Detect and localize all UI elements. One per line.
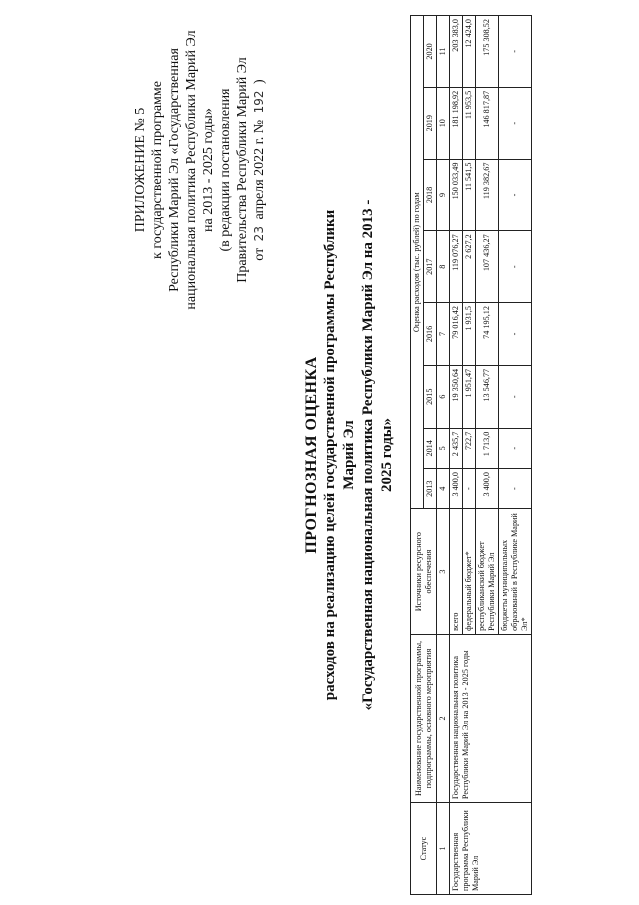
appendix-line: Республики Марий Эл «Государственная	[167, 48, 182, 292]
appendix-number: ПРИЛОЖЕНИЕ № 5	[133, 107, 148, 233]
source-cell: всего	[450, 509, 463, 635]
status-cell: Государственная программа Республики Марий Эл	[450, 803, 532, 895]
table-row	[450, 16, 463, 895]
year-header: 2013	[424, 468, 437, 508]
value-cell: 19 350,64	[450, 365, 463, 428]
column-number: 1	[437, 803, 450, 895]
value-cell: 181 198,92	[450, 87, 463, 159]
year-header: 2015	[424, 365, 437, 428]
year-header: 2020	[424, 16, 437, 88]
value-cell: -	[499, 468, 532, 508]
column-number: 4	[437, 468, 450, 508]
value-cell: 1 713,0	[476, 428, 499, 468]
column-number: 2	[437, 634, 450, 802]
appendix-line: национальная политика Республики Марий Эл	[184, 30, 199, 310]
value-cell: 203 383,0	[450, 16, 463, 88]
year-header: 2018	[424, 159, 437, 231]
date-prefix: от	[252, 247, 267, 261]
column-number: 8	[437, 231, 450, 303]
column-number: 3	[437, 509, 450, 635]
column-number: 11	[437, 16, 450, 88]
column-number-row	[437, 16, 450, 895]
value-cell: -	[463, 468, 476, 508]
appendix-line: на 2013 - 2025 годы»	[201, 108, 216, 232]
column-number: 10	[437, 87, 450, 159]
appendix-header	[132, 0, 268, 360]
value-cell: 2 627,2	[463, 231, 476, 303]
year-header: 2016	[424, 303, 437, 366]
value-cell: 74 195,12	[476, 303, 499, 366]
document-title	[302, 195, 397, 715]
value-cell: -	[499, 303, 532, 366]
value-cell: 12 424,0	[463, 16, 476, 88]
value-cell: 150 033,49	[450, 159, 463, 231]
value-cell: 146 817,87	[476, 87, 499, 159]
value-cell: 1 951,47	[463, 365, 476, 428]
value-cell: 2 435,7	[450, 428, 463, 468]
title-line: расходов на реализацию целей государственной программы Республики Марий Эл	[322, 209, 357, 701]
value-cell: -	[499, 365, 532, 428]
value-cell: 722,7	[463, 428, 476, 468]
value-cell: 13 546,77	[476, 365, 499, 428]
value-cell: 11 953,5	[463, 87, 476, 159]
value-cell: 119 382,67	[476, 159, 499, 231]
year-header: 2017	[424, 231, 437, 303]
header-status: Статус	[411, 803, 437, 895]
value-cell: 107 436,27	[476, 231, 499, 303]
value-cell: 11 541,5	[463, 159, 476, 231]
year-header: 2014	[424, 428, 437, 468]
program-name-cell: Государственная национальная политика Республики Марий Эл на 2013 - 2025 годы	[450, 634, 532, 802]
date-suffix: )	[252, 79, 267, 84]
source-cell: федеральный бюджет*	[463, 509, 476, 635]
budget-table	[410, 15, 532, 895]
source-cell: бюджеты муниципальных образований в Республике Марий Эл*	[499, 509, 532, 635]
title-main: ПРОГНОЗНАЯ ОЦЕНКА	[303, 356, 320, 554]
column-number: 6	[437, 365, 450, 428]
value-cell: 79 016,42	[450, 303, 463, 366]
title-line: «Государственная национальная политика Республики Марий Эл на 2013 - 2025 годы»	[360, 199, 395, 711]
value-cell: 175 308,52	[476, 16, 499, 88]
appendix-line: Правительства Республики Марий Эл	[235, 57, 250, 283]
value-cell: 119 076,27	[450, 231, 463, 303]
value-cell: -	[499, 159, 532, 231]
value-cell: -	[499, 16, 532, 88]
column-number: 9	[437, 159, 450, 231]
header-name: Наименование государственной программы, подпрограммы, основного мероприятия	[411, 634, 437, 802]
value-cell: -	[499, 231, 532, 303]
date-middle: апреля 2022 г. №	[252, 119, 267, 220]
column-number: 5	[437, 428, 450, 468]
handwritten-number: 192	[252, 90, 266, 114]
appendix-line: (в редакции постановления	[218, 88, 233, 252]
column-number: 7	[437, 303, 450, 366]
header-source: Источники ресурсного обеспечения	[411, 509, 437, 635]
handwritten-day: 23	[252, 226, 266, 242]
value-cell: 3 400,0	[450, 468, 463, 508]
year-header: 2019	[424, 87, 437, 159]
header-estimate: Оценка расходов (тыс. рублей) по годам	[411, 16, 424, 509]
value-cell: 3 400,0	[476, 468, 499, 508]
source-cell: республиканский бюджет Республики Марий Эл	[476, 509, 499, 635]
appendix-date-line	[251, 0, 268, 360]
value-cell: -	[499, 87, 532, 159]
value-cell: 1 931,5	[463, 303, 476, 366]
value-cell: -	[499, 428, 532, 468]
appendix-line: к государственной программе	[150, 81, 165, 259]
